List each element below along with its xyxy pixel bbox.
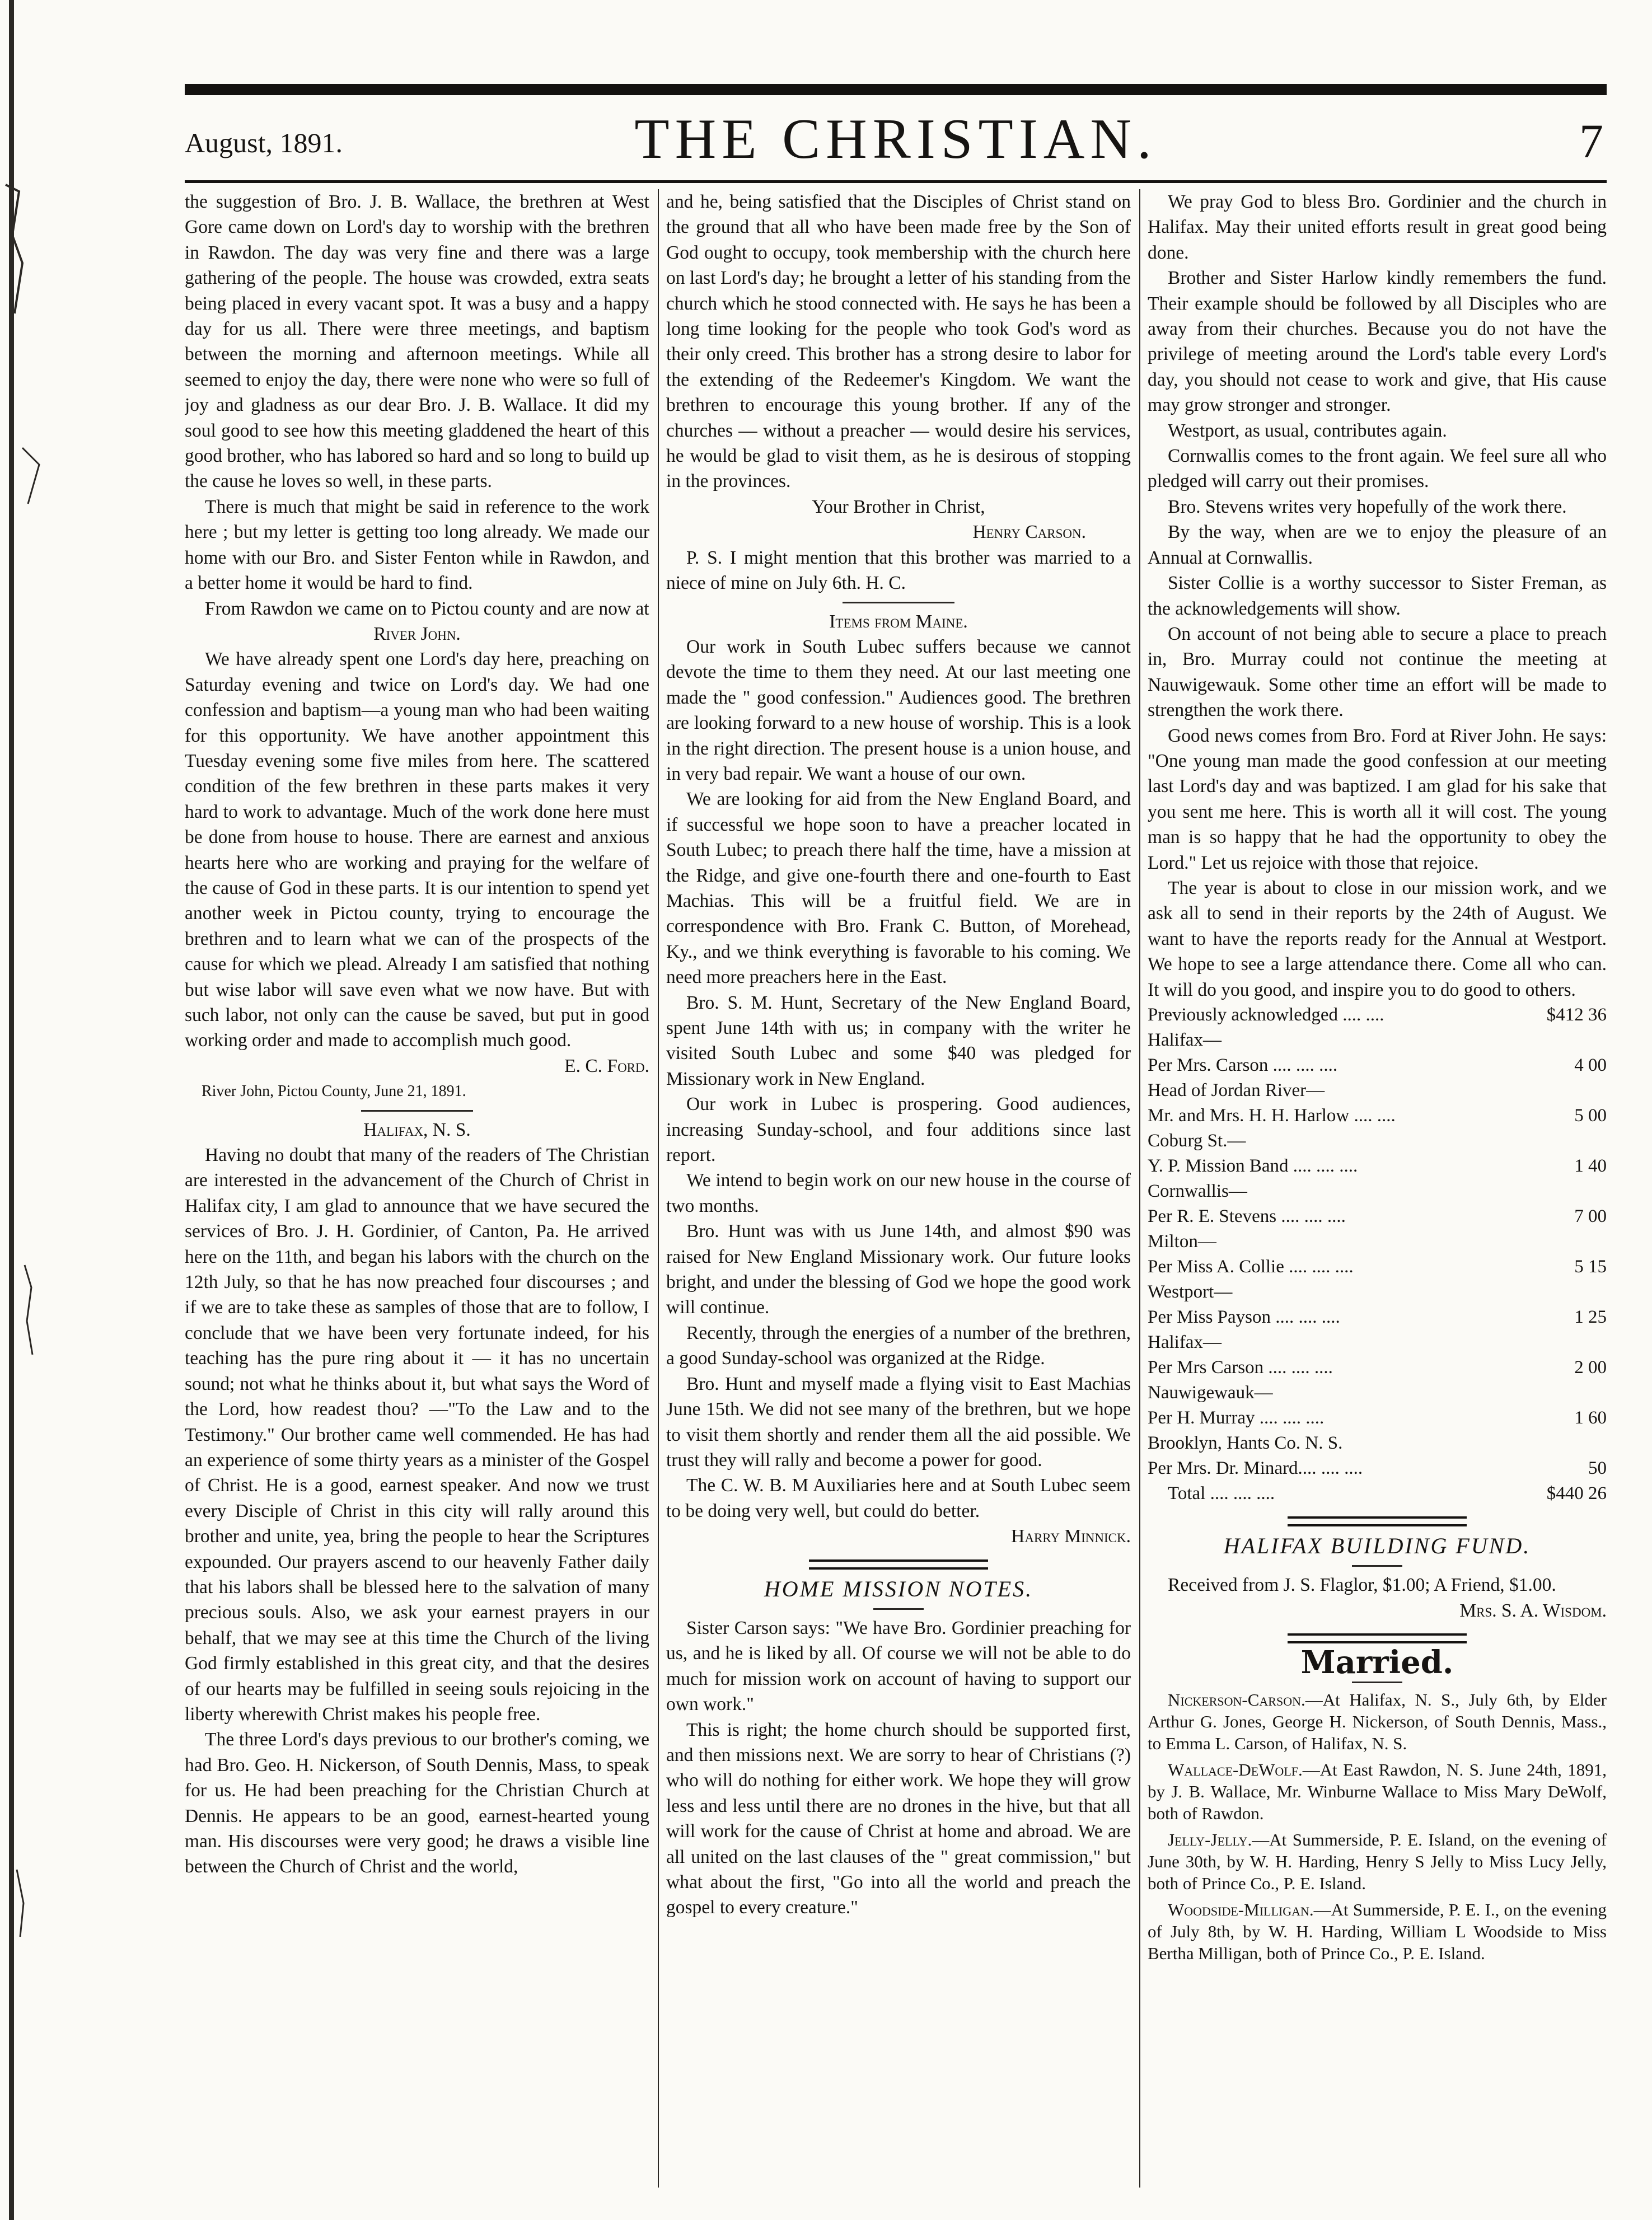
ledger-label: Per R. E. Stevens .... .... .... [1148,1206,1346,1226]
ledger-amount: 4 00 [1574,1055,1607,1075]
signature-minnick: Harry Minnick. [1011,1526,1131,1547]
marriage-notice [1148,1689,1607,1754]
separator [873,1608,924,1610]
ledger-label: Head of Jordan River— [1148,1080,1325,1100]
ledger-label: Per Mrs Carson .... .... .... [1148,1357,1333,1378]
column-3 [1148,189,1607,2199]
section-heading-home-mission: HOME MISSION NOTES. [764,1576,1033,1601]
separator [1352,1565,1402,1567]
marriage-names: Wallace-DeWolf. [1168,1759,1303,1779]
separator [843,602,954,603]
ledger-total-row [1148,1481,1607,1506]
ledger-row [1148,1078,1607,1103]
ledger-label: Per Mrs. Carson .... .... .... [1148,1055,1338,1075]
ledger-amount: 1 40 [1574,1156,1607,1176]
article-paragraph: Bro. Hunt was with us June 14th, and almost $90 was raised for New England Missionary work. Our future looks bright, and under the blessing of God we hope the good work will continue. [666,1221,1131,1318]
ledger-amount [1523,1179,1607,1204]
marriage-names: Woodside-Milligan. [1168,1899,1314,1919]
ledger-amount: 5 15 [1574,1257,1607,1277]
section-rule [1288,1633,1467,1643]
ledger-row [1148,1028,1607,1053]
article-paragraph: Bro. Stevens writes very hopefully of the work there. [1168,496,1567,517]
column-2 [666,189,1131,2199]
marriage-names: Nickerson-Carson. [1168,1689,1305,1710]
ledger-label: Y. P. Mission Band .... .... .... [1148,1156,1358,1176]
section-rule [809,1559,988,1570]
ledger-row [1148,1330,1607,1355]
ledger-row [1148,1355,1607,1380]
ledger-amount [1523,1128,1607,1154]
ledger-label: Halifax— [1148,1332,1222,1352]
ledger-amount [1523,1431,1607,1456]
issue-date: August, 1891. [185,127,343,158]
ledger-row [1148,1456,1607,1481]
ledger-row [1148,1003,1607,1028]
signature-carson: Henry Carson. [972,522,1086,543]
article-paragraph: We pray God to bless Bro. Gordinier and the church in Halifax. May their united efforts result in great good being done. [1148,191,1607,263]
section-rule [1288,1516,1467,1526]
article-paragraph: This is right; the home church should be supported first, and then missions next. We are sorry to hear of Christians (?) who will do nothing for either work. We hope they will grow less and less until there are no drones in the hive, but that all will work for the cause of Christ at home and abroad. We are all united on the last clauses of the " great commission," but what about the first, "Go into all the world and preach the gospel to every creature." [666,1719,1131,1918]
total-amount: $440 26 [1546,1483,1607,1504]
ledger-row [1148,1179,1607,1204]
newspaper-title: THE CHRISTIAN. [634,107,1157,171]
article-paragraph: We are looking for aid from the New England Board, and if successful we hope soon to have a preacher located in South Lubec; to preach there half the time, have a mission at the Ridge, and give one-fourth there and one-fourth to East Machias. This will be a fruitful field. We are in correspondence with Bro. Frank C. Button, of Morehead, Ky., and we think everything is favorable to his coming. We need more preachers here in the East. [666,789,1131,988]
ledger-row [1148,1229,1607,1254]
ledger-label: Previously acknowledged .... .... [1148,1005,1384,1025]
separator [1352,1682,1402,1683]
ledger-amount: $412 36 [1546,1005,1607,1025]
article-paragraph: We intend to begin work on our new house in the course of two months. [666,1170,1131,1216]
ledger-amount: 50 [1588,1458,1607,1478]
article-paragraph: We have already spent one Lord's day here, preaching on Saturday evening and twice on Lord's day. We had one confession and baptism—a young man who had been waiting for this opportunity. We have another appointment this Tuesday evening some five miles from here. The scattered condition of the few brethren in these parts makes it very hard to work to advantage. Much of the work done here must be done from house to house. There are earnest and anxious hearts here who are working and praying for the welfare of the cause of God in these parts. It is our intention to spend yet another week in Pictou county, trying to encourage the brethren and to learn what we can of the prospects of the cause for which we plead. Already I am satisfied that nothing but wise labor will save even what we now have. But with such labor, not only can the cause be saved, but put in good working order and made to accomplish much good. [185,649,649,1051]
dateline: River John, Pictou County, June 21, 1891. [202,1083,466,1100]
section-heading-building-fund: HALIFAX BUILDING FUND. [1223,1533,1531,1558]
article-paragraph: The C. W. B. M Auxiliaries here and at South Lubec seem to be doing very well, but could do better. [666,1475,1131,1521]
separator [361,1110,473,1112]
article-paragraph: Brother and Sister Harlow kindly remembers the fund. Their example should be followed by all Disciples who are away from their churches. Because you do not have the privilege of meeting around the Lord's table every Lord's day, you should not cease to work and give, that His cause may grow stronger and stronger. [1148,268,1607,416]
contributions-ledger [1148,1003,1607,1506]
article-paragraph: Bro. S. M. Hunt, Secretary of the New England Board, spent June 14th with us; in company with the writer he visited South Lubec and some $40 was pledged for Missionary work in New England. [666,992,1131,1089]
total-label: Total [1168,1483,1206,1504]
section-heading-maine: Items from Maine. [829,611,968,632]
article-paragraph: From Rawdon we came on to Pictou county and are now at [205,598,649,619]
ledger-label: Coburg St.— [1148,1131,1246,1151]
ledger-label: Milton— [1148,1231,1216,1252]
building-fund-text: Received from J. S. Flaglor, $1.00; A Friend, $1.00. [1168,1575,1556,1596]
ledger-row [1148,1431,1607,1456]
binding-edge-marks [0,0,67,2220]
letter-closing: Your Brother in Christ, [812,496,985,517]
ledger-label: Per H. Murray .... .... .... [1148,1408,1325,1428]
postscript: P. S. I might mention that this brother was married to a niece of mine on July 6th. H. C. [666,547,1131,594]
column-divider [1139,189,1140,2188]
article-paragraph: By the way, when are we to enjoy the pleasure of an Annual at Cornwallis. [1148,522,1607,568]
top-rule [185,84,1607,95]
newspaper-page [185,84,1607,2205]
marriage-details: —At East Rawdon, N. S. June 24th, 1891, by J. B. Wallace, Mr. Winburne Wallace to Miss Mary DeWolf, both of Rawdon. [1148,1759,1607,1823]
ledger-row [1148,1406,1607,1431]
article-paragraph: the suggestion of Bro. J. B. Wallace, the brethren at West Gore came down on Lord's day to worship with the brethren in Rawdon. The day was very fine and there was a large gathering of the people. The house was crowded, extra seats being placed in every vacant spot. It was a busy and a happy day for us all. There were three meetings, and baptism between the morning and afternoon meetings. While all seemed to enjoy the day, there were none who were so full of joy and gladness as our dear Bro. J. B. Wallace. It did my soul good to see how this meeting gladdened the heart of this good brother, who has labored so hard and so long to build up the cause he loves so well, in these parts. [185,191,649,492]
article-paragraph: Our work in South Lubec suffers because we cannot devote the time to them they need. At our last meeting one made the " good confession." Audiences good. The brethren are looking forward to a new house of worship. This is a look in the right direction. The present house is a union house, and in very bad repair. We want a house of our own. [666,636,1131,784]
article-paragraph: Good news comes from Bro. Ford at River John. He says: "One young man made the good confession at our meeting last Lord's day and was baptized. I am glad for his sake that you sent me here. This is worth all it will cost. The young man is so happy that he had the opportunity to obey the Lord." Let us rejoice with those that rejoice. [1148,725,1607,873]
ledger-amount [1523,1330,1607,1355]
article-paragraph: The three Lord's days previous to our brother's coming, we had Bro. Geo. H. Nickerson, of South Dennis, Mass, to speak for us. He had been preaching for the Christian Church at Dennis. He appears to be an good, earnest-hearted young man. His discourses were very good; he draws a visible line between the Church of Christ and the world, [185,1729,649,1877]
header-rule [185,180,1607,183]
section-heading-halifax: Halifax, N. S. [363,1119,471,1140]
ledger-row [1148,1305,1607,1330]
column-divider [658,189,659,2188]
ledger-label: Westport— [1148,1282,1233,1302]
ledger-amount: 1 60 [1574,1408,1607,1428]
marriage-names: Jelly-Jelly. [1168,1829,1252,1849]
ledger-label: Brooklyn, Hants Co. N. S. [1148,1433,1343,1453]
article-paragraph: Cornwallis comes to the front again. We feel sure all who pledged will carry out their promises. [1148,446,1607,492]
ledger-label: Mr. and Mrs. H. H. Harlow .... .... [1148,1106,1396,1126]
marriage-details: —At Halifax, N. S., July 6th, by Elder Arthur G. Jones, George H. Nickerson, of South Dennis, Mass., to Emma L. Carson, of Halifax, N. S. [1148,1689,1607,1753]
section-heading-river-john: River John. [373,623,461,644]
article-paragraph: Our work in Lubec is prospering. Good audiences, increasing Sunday-school, and four additions since last report. [666,1094,1131,1166]
article-paragraph: Westport, as usual, contributes again. [1168,420,1447,441]
masthead [185,100,1607,184]
ledger-row [1148,1204,1607,1229]
signature-wisdom: Mrs. S. A. Wisdom. [1459,1600,1607,1621]
ledger-amount [1523,1280,1607,1305]
marriage-notice [1148,1829,1607,1894]
page-number: 7 [1579,114,1603,168]
ledger-amount: 7 00 [1574,1206,1607,1226]
ledger-row [1148,1053,1607,1078]
section-heading-married: Married. [1300,1644,1454,1682]
ledger-label: Per Mrs. Dr. Minard.... .... .... [1148,1458,1363,1478]
ledger-row [1148,1103,1607,1128]
total-dots: .... .... .... [1205,1483,1275,1504]
article-paragraph: Bro. Hunt and myself made a flying visit to East Machias June 15th. We did not see many of the brethren, but we hope to visit them shortly and render them all the aid possible. We trust they will rally and become a power for good. [666,1373,1131,1470]
article-paragraph: Having no doubt that many of the readers of The Christian are interested in the advancement of the Church of Christ in Halifax city, I am glad to announce that we have secured the services of Bro. J. H. Gordinier, of Canton, Pa. He arrived here on the 11th, and began his labors with the church on the 12th July, so that he has now preached four discourses ; and if we are to take these as samples of those that are to follow, I conclude that we have been very fortunate indeed, for his teaching has the pure ring about it — it has no uncertain sound; not what he thinks about it, but what says the Word of the Lord, how readest thou? —"To the Law and to the Testimony." Our brother came well commended. He has had an experience of some thirty years as a minister of the Gospel of Christ. He is a good, earnest speaker. And now we trust every Disciple of Christ in this city will rally around this brother and unite, yea, bring the people to hear the Scriptures expounded. Our prayers ascend to our heavenly Father daily that his labors shall be blessed here to the salvation of many precious souls. Also, we ask your earnest prayers in our behalf, that we may see at this time the Church of the living God firmly established in this great city, and that the desires of our hearts may be fulfilled in seeing souls rejoicing in the liberty wherewith Christ makes his people free. [185,1145,649,1725]
ledger-amount: 2 00 [1574,1357,1607,1378]
ledger-amount [1523,1078,1607,1103]
column-1 [185,189,649,2199]
article-paragraph: Sister Carson says: "We have Bro. Gordinier preaching for us, and he is liked by all. Of course we will not be able to do much for mission work on account of having to support our own work." [666,1617,1131,1715]
article-paragraph: Sister Collie is a worthy successor to Sister Freman, as the acknowledgements will show. [1148,573,1607,619]
article-paragraph: Recently, through the energies of a number of the brethren, a good Sunday-school was organized at the Ridge. [666,1322,1131,1369]
ledger-row [1148,1254,1607,1280]
marriage-details: —At Summerside, P. E. I., on the evening of July 8th, by W. H. Harding, William L Woodside to Miss Bertha Milligan, both of Prince Co., P. E. Island. [1148,1899,1607,1963]
article-paragraph: and he, being satisfied that the Disciples of Christ stand on the ground that all who have been made free by the Son of God ought to occupy, took membership with the church here on last Lord's day; he brought a letter of his standing from the church which he stood connected with. He says he has been a long time looking for the people who took God's word as their only creed. This brother has a strong desire to labor for the extending of the Redeemer's Kingdom. We want the brethren to encourage this young brother. If any of the churches — without a preacher — would desire his services, he would be glad to visit them, as he is desirous of stopping in the provinces. [666,191,1131,492]
signature-ford: E. C. Ford. [564,1055,649,1076]
ledger-label: Cornwallis— [1148,1181,1247,1201]
marriage-notice [1148,1759,1607,1824]
article-paragraph: There is much that might be said in reference to the work here ; but my letter is getting too long already. We made our home with our Bro. and Sister Fenton while in Rawdon, and a better home it would be hard to find. [185,496,649,594]
marriage-details: —At Summerside, P. E. Island, on the evening of June 30th, by W. H. Harding, Henry S Jelly to Miss Lucy Jelly, both of Prince Co., P. E. Island. [1148,1829,1607,1893]
article-paragraph: The year is about to close in our mission work, and we ask all to send in their reports by the 24th of August. We want to have the reports ready for the Annual at Westport. We hope to see a large attendance there. Come all who can. It will do you good, and inspire you to do good to others. [1148,877,1607,1000]
ledger-label: Halifax— [1148,1030,1222,1050]
ledger-amount [1523,1028,1607,1053]
article-paragraph: On account of not being able to secure a place to preach in, Bro. Murray could not continue the meeting at Nauwigewauk. Some other time an effort will be made to strengthen the work there. [1148,623,1607,721]
ledger-amount: 1 25 [1574,1307,1607,1327]
ledger-label: Per Miss Payson .... .... .... [1148,1307,1340,1327]
ledger-amount [1523,1229,1607,1254]
ledger-amount [1523,1380,1607,1406]
ledger-label: Per Miss A. Collie .... .... .... [1148,1257,1354,1277]
ledger-row [1148,1280,1607,1305]
ledger-row [1148,1154,1607,1179]
marriage-notice [1148,1899,1607,1964]
ledger-row [1148,1128,1607,1154]
ledger-amount: 5 00 [1574,1106,1607,1126]
ledger-row [1148,1380,1607,1406]
ledger-label: Nauwigewauk— [1148,1383,1273,1403]
